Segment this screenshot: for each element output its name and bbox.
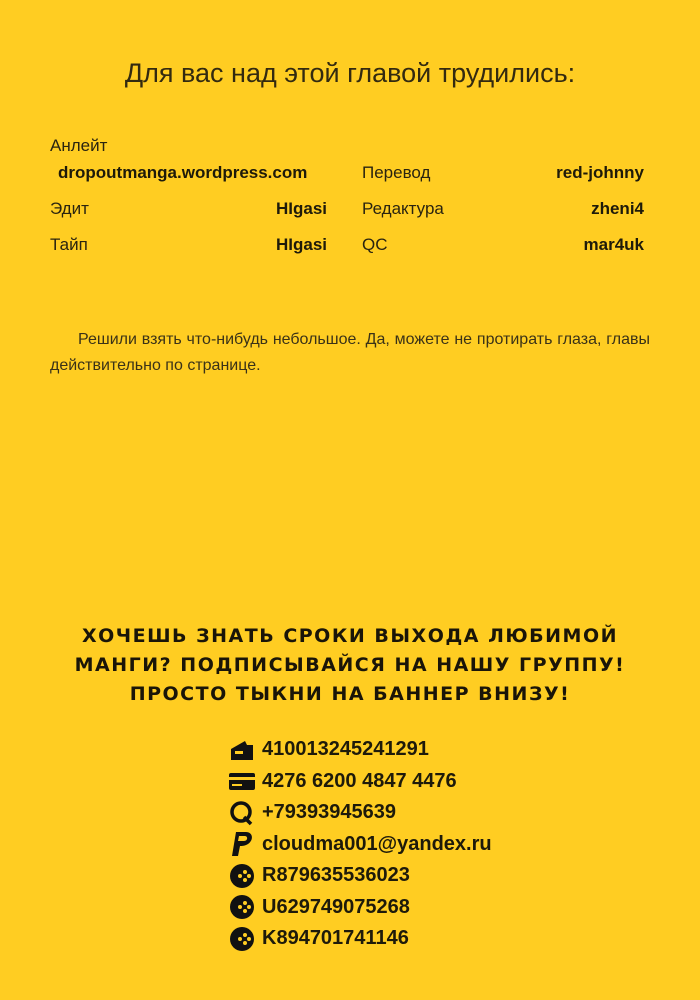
redaktura-value: zheni4 bbox=[591, 199, 644, 218]
payment-list bbox=[228, 734, 568, 955]
edit-value: HIgasi bbox=[276, 199, 328, 218]
bank-card-icon bbox=[228, 767, 256, 795]
promo-line-1: ХОЧЕШЬ ЗНАТЬ СРОКИ ВЫХОДА ЛЮБИМОЙ bbox=[81, 625, 619, 647]
qiwi-icon bbox=[228, 799, 256, 827]
payment-item-webmoney-k bbox=[228, 923, 568, 955]
taip-value: HIgasi bbox=[276, 235, 328, 254]
payment-item-webmoney-r bbox=[228, 860, 568, 892]
payment-value: cloudma001@yandex.ru bbox=[262, 832, 492, 855]
credits-row-2 bbox=[50, 190, 650, 226]
payment-value: 410013245241291 bbox=[262, 738, 429, 761]
payment-item-card bbox=[228, 766, 568, 798]
credits-row-3 bbox=[50, 226, 650, 262]
promo-line-2: МАНГИ? ПОДПИСЫВАЙСЯ НА НАШУ ГРУППУ! bbox=[74, 654, 626, 676]
payment-item-qiwi bbox=[228, 797, 568, 829]
payment-item-webmoney-u bbox=[228, 892, 568, 924]
payment-value: +79393945639 bbox=[262, 801, 397, 824]
payment-item-yandex bbox=[228, 734, 568, 766]
perevod-label: Перевод bbox=[362, 163, 431, 182]
taip-label: Тайп bbox=[50, 235, 88, 254]
edit-label: Эдит bbox=[50, 199, 89, 218]
credits-table bbox=[50, 136, 650, 262]
payment-value: R879635536023 bbox=[262, 864, 410, 887]
anleit-value: dropoutmanga.wordpress.com bbox=[58, 163, 308, 182]
anleit-label: Анлейт bbox=[50, 136, 108, 155]
qc-label: QC bbox=[362, 235, 388, 254]
promo-banner-text[interactable] bbox=[0, 622, 700, 709]
payment-value: U629749075268 bbox=[262, 895, 410, 918]
note-paragraph: Решили взять что-нибудь небольшое. Да, можете не протирать глаза, главы действительно по странице. bbox=[50, 331, 650, 374]
perevod-value: red-johnny bbox=[556, 163, 644, 182]
redaktura-label: Редактура bbox=[362, 199, 444, 218]
page-title: Для вас над этой главой трудились: bbox=[124, 58, 576, 88]
credits-row-anleit bbox=[50, 136, 650, 154]
paypal-icon bbox=[228, 830, 256, 858]
payment-value: 4276 6200 4847 4476 bbox=[262, 769, 457, 792]
payment-value: K894701741146 bbox=[262, 927, 409, 950]
qc-value: mar4uk bbox=[583, 235, 644, 254]
webmoney-icon bbox=[228, 925, 256, 953]
payment-item-paypal bbox=[228, 829, 568, 861]
webmoney-icon bbox=[228, 862, 256, 890]
credits-row-1 bbox=[50, 154, 650, 190]
promo-line-3: ПРОСТО ТЫКНИ НА БАННЕР ВНИЗУ! bbox=[129, 683, 571, 705]
yandex-wallet-icon bbox=[228, 736, 256, 764]
webmoney-icon bbox=[228, 893, 256, 921]
